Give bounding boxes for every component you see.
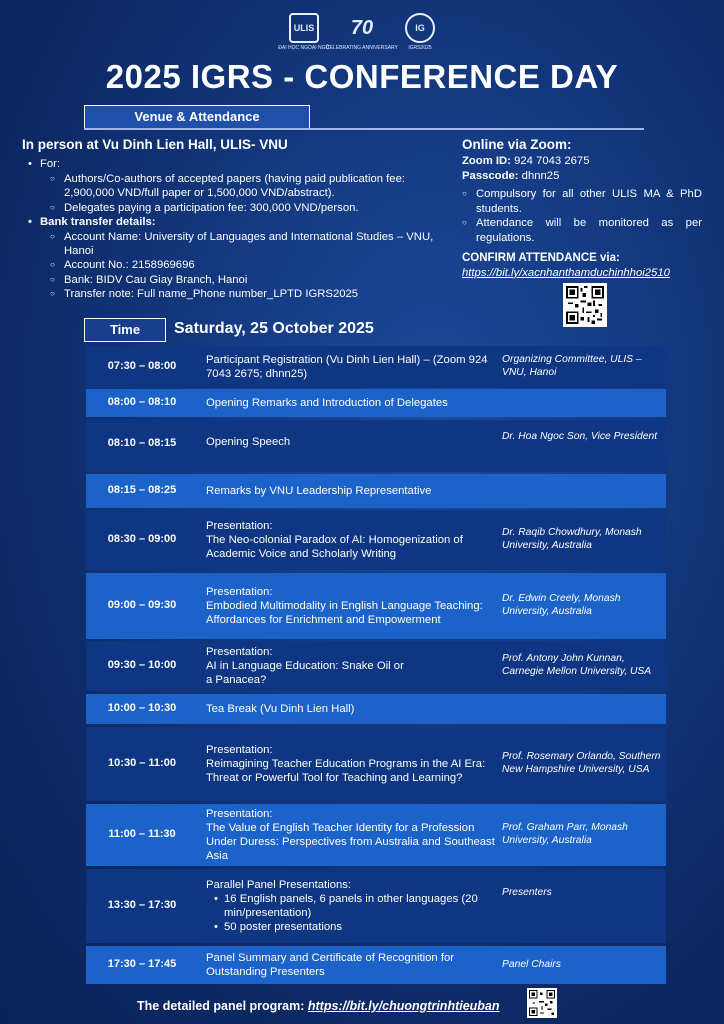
footer-qr-code-icon[interactable]: [527, 988, 557, 1018]
bank-item: ○ Account Name: University of Languages and International Studies – VNU, Hanoi: [22, 230, 442, 259]
anniversary-logo: [326, 10, 398, 54]
row-time: 11:00 – 11:30: [108, 828, 176, 841]
row-description: [198, 585, 498, 627]
footer-label: The detailed panel program:: [137, 999, 305, 1013]
qr-code-icon[interactable]: [563, 283, 607, 327]
row-description-title: The Value of English Teacher Identity for a Profession Under Duress: Perspectives from Australia and Southeast Asia: [206, 821, 495, 863]
row-time: 09:30 – 10:00: [107, 659, 177, 672]
logo-bar: [0, 10, 724, 54]
schedule-row: [86, 694, 666, 724]
row-description-label: Presentation:: [206, 743, 273, 756]
row-description-title: The Neo-colonial Paradox of AI: Homogenization of Academic Voice and Scholarly Writing: [206, 533, 463, 561]
igrs-logo: [400, 10, 440, 54]
venue-attendance-label: Venue & Attendance: [84, 105, 310, 129]
row-time: 17:30 – 17:45: [107, 958, 177, 971]
footer-link[interactable]: https://bit.ly/chuongtrinhtieuban: [307, 999, 500, 1013]
schedule-row: [86, 346, 666, 388]
row-description: Opening Remarks and Introduction of Delegates: [206, 396, 448, 409]
igrs-logo-mark: IG: [405, 13, 435, 43]
anniversary-logo-caption: CELEBRATING ANNIVERSARY: [326, 45, 398, 51]
time-label: Time: [84, 318, 166, 342]
row-description: [198, 645, 498, 687]
zoom-id-label: Zoom ID:: [462, 155, 511, 168]
row-description-title: Embodied Multimodality in English Language Teaching: Affordances for Enrichment and Empowerment: [206, 599, 483, 627]
schedule-row: [86, 510, 666, 570]
page-title: 2025 IGRS - CONFERENCE DAY: [105, 58, 619, 95]
row-speaker: Prof. Antony John Kunnan, Carnegie Mellon University, USA: [502, 653, 652, 677]
passcode-value: dhnn25: [521, 169, 560, 182]
row-time: 07:30 – 08:00: [107, 360, 177, 373]
ulis-logo-mark: ULIS: [289, 13, 319, 43]
row-time: 08:30 – 09:00: [107, 533, 177, 546]
row-description: Remarks by VNU Leadership Representative: [206, 484, 432, 497]
row-speaker: Prof. Graham Parr, Monash University, Australia: [502, 822, 628, 846]
online-heading: Online via Zoom:: [462, 137, 572, 152]
anniversary-logo-mark: 70: [350, 16, 374, 39]
online-item: ○ Compulsory for all other ULIS MA & PhD students.: [462, 187, 702, 216]
row-time: 08:10 – 08:15: [107, 437, 177, 449]
row-description: Tea Break (Vu Dinh Lien Hall): [206, 702, 355, 715]
venue-divider: [84, 128, 644, 130]
igrs-logo-caption: IGRS2025: [408, 45, 432, 51]
ulis-logo-caption: ĐẠI HỌC NGOẠI NGỮ: [278, 45, 330, 51]
footer-text: [137, 999, 500, 1013]
row-speaker: Presenters: [502, 887, 552, 898]
row-time: 08:15 – 08:25: [107, 484, 177, 497]
row-time: 10:00 – 10:30: [107, 702, 177, 715]
bank-label: • Bank transfer details:: [22, 215, 442, 229]
row-description: [198, 807, 498, 863]
confirm-link[interactable]: https://bit.ly/xacnhanthamduchinhhoi2510: [462, 266, 670, 279]
row-speaker: Organizing Committee, ULIS – VNU, Hanoi: [502, 354, 642, 378]
row-time: 13:30 – 17:30: [107, 899, 177, 912]
row-speaker: Panel Chairs: [502, 958, 561, 970]
in-person-section: [22, 136, 442, 302]
online-item: ○ Attendance will be monitored as per regulations.: [462, 216, 702, 245]
schedule-row: [86, 727, 666, 801]
for-label: • For:: [22, 157, 442, 171]
row-bullet: • 50 poster presentations: [206, 920, 498, 934]
ulis-logo: [278, 10, 330, 54]
row-speaker: Prof. Rosemary Orlando, Southern New Hampshire University, USA: [502, 751, 661, 775]
row-description-label: Presentation:: [206, 519, 273, 532]
row-speaker: Dr. Edwin Creely, Monash University, Australia: [502, 593, 621, 617]
row-description-title: AI in Language Education: Snake Oil or a Panacea?: [206, 659, 404, 687]
bank-item: ○ Account No.: 2158969696: [22, 258, 442, 272]
bank-item: ○ Bank: BIDV Cau Giay Branch, Hanoi: [22, 273, 442, 287]
row-description: [198, 878, 498, 934]
for-item: ○ Delegates paying a participation fee: 300,000 VND/person.: [22, 201, 442, 215]
row-description-label: Presentation:: [206, 807, 273, 820]
row-time: 10:30 – 11:00: [108, 757, 176, 770]
row-description-title: Reimagining Teacher Education Programs in the AI Era: Threat or Powerful Tool for Teaching and Learning?: [206, 757, 486, 785]
row-description-label: Presentation:: [206, 645, 273, 658]
confirm-label: CONFIRM ATTENDANCE via:: [462, 251, 620, 264]
row-bullet: • 16 English panels, 6 panels in other languages (20 min/presentation): [206, 892, 498, 920]
schedule-row: [86, 474, 666, 508]
row-description: Opening Speech: [206, 436, 291, 448]
row-description-label: Presentation:: [206, 585, 273, 598]
schedule-row: [86, 946, 666, 984]
row-description: Panel Summary and Certificate of Recognition for Outstanding Presenters: [206, 951, 455, 978]
passcode-line: [462, 169, 702, 183]
row-time: 09:00 – 09:30: [107, 599, 177, 612]
schedule-date: Saturday, 25 October 2025: [174, 320, 374, 337]
row-description: [198, 519, 498, 561]
schedule-row: [86, 389, 666, 417]
schedule-row: [86, 573, 666, 639]
passcode-label: Passcode:: [462, 169, 519, 182]
schedule-row: [86, 641, 666, 691]
for-item: ○ Authors/Co-authors of accepted papers (having paid publication fee: 2,900,000 VND/full paper or 1,500,000 VND/abstract).: [22, 172, 442, 201]
schedule-row: [86, 804, 666, 866]
schedule-row: [86, 869, 666, 943]
row-description: Participant Registration (Vu Dinh Lien Hall) – (Zoom 924 7043 2675; dhnn25): [206, 353, 488, 380]
row-description-label: Parallel Panel Presentations:: [206, 878, 352, 891]
online-section: [462, 136, 702, 280]
row-speaker: Dr. Raqib Chowdhury, Monash University, Australia: [502, 527, 642, 551]
zoom-id-value: 924 7043 2675: [514, 155, 590, 168]
zoom-id-line: [462, 154, 702, 168]
row-description: [198, 743, 498, 785]
row-speaker: Dr. Hoa Ngoc Son, Vice President: [502, 431, 658, 442]
in-person-heading: In person at Vu Dinh Lien Hall, ULIS- VNU: [22, 137, 288, 152]
bank-item: ○ Transfer note: Full name_Phone number_LPTD IGRS2025: [22, 287, 442, 301]
row-time: 08:00 – 08:10: [107, 396, 177, 409]
schedule-row: [86, 420, 666, 472]
